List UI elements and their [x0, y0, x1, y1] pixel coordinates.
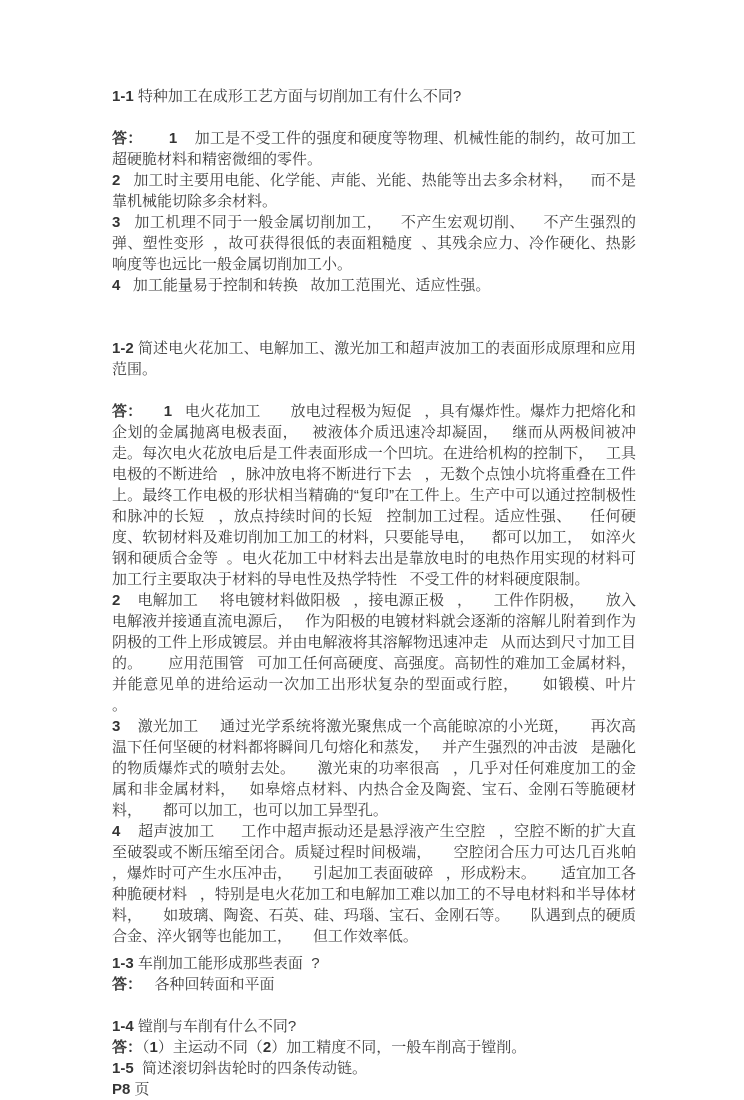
- answer-1-2-item-3: [112, 716, 636, 821]
- text-run: [142, 130, 168, 147]
- bold-text-run: 2: [262, 1039, 272, 1057]
- answer-1-3: [112, 974, 636, 995]
- bold-text-run: 1-3: [112, 955, 134, 973]
- text-run: ）加工精度不同，一般车削高于镗削。: [271, 1039, 527, 1057]
- question-1-4: [112, 1016, 636, 1037]
- text-run: [142, 403, 163, 420]
- bold-text-run: P8: [112, 1081, 131, 1099]
- text-run: 简述电火花加工、电解加工、激光加工和超声波加工的表面形成原理和应用范围。: [112, 340, 636, 378]
- vertical-gap: [112, 107, 636, 128]
- text-run: 加工机理不同于一般金属切削加工， 不产生宏观切削、 不产生强烈的弹、塑性变形 ，故可获得很低的表面粗糙度 、其残余应力、冷作硬化、热影响度等也远比一般金属切削加工小。: [112, 214, 636, 273]
- question-1-3: [112, 953, 636, 974]
- text-run: 加工能量易于控制和转换 故加工范围光、适应性强。: [120, 277, 491, 294]
- text-run: 加工是不受工件的强度和硬度等物理、机械性能的制约，故可加工超硬脆材料和精密微细的零件。: [112, 130, 636, 168]
- document-body: [112, 86, 657, 1100]
- text-run: 超声波加工 工作中超声振动还是悬浮液产生空腔 ，空腔不断的扩大直至破裂或不断压缩至闭合。质疑过程时间极端， 空腔闭合压力可达几百兆帕 ，爆炸时可产生水压冲击， 引起加工表面破碎 ，形成粉末。 适宜加工各种脆硬材料 ，特别是电火花加工和电解加工难以加工的不导电材料和半导体材料， 如玻璃、陶瓷、石英、硅、玛瑙、宝石、金刚石等。 队遇到点的硬质合金、淬火钢等也能加工， 但工作效率低。: [112, 823, 649, 945]
- text-run: 电火花加工 放电过程极为短促 ，具有爆炸性。爆炸力把熔化和企划的金属抛离电极表面， 被液体介质迅速冷却凝固， 继而从两极间被冲走。每次电火花放电后是工件表面形成一个凹坑。在进给机构的控制下， 工具电极的不断进给 ，脉冲放电将不断进行下去 ，无数个点蚀小坑将重叠在工件上。最终工作电极的形状相当精确的“复印”在工件上。生产中可以通过控制极性和脉冲的长短 ，放点持续时间的长短 控制加工过程。适应性强、 任何硬度、软韧材料及难切削加工加工的材料，只要能导电， 都可以加工， 如淬火钢和硬质合金等 。电火花加工中材料去出是靠放电时的电热作用实现的材料可加工行主要取决于材料的导电性及热学特性 不受工件的材料硬度限制。: [112, 403, 636, 588]
- bold-text-run: 答：: [112, 976, 143, 994]
- text-run: 激光加工 通过光学系统将激光聚焦成一个高能晾凉的小光斑， 再次高温下任何坚硬的材料都将瞬间几句熔化和蒸发， 并产生强烈的冲击波 是融化的物质爆炸式的喷射去处。 激光束的功率很高 ，几乎对任何难度加工的金属和非金属材料， 如皋熔点材料、内热合金及陶瓷、宝石、金刚石等脆硬材料， 都可以加工，也可以加工异型孔。: [112, 718, 636, 819]
- text-run: 页: [130, 1081, 150, 1099]
- answer-1-1-item-2: [112, 170, 636, 212]
- bold-text-run: 1-2: [112, 340, 134, 357]
- answer-1-2-item-1: [112, 401, 636, 590]
- text-run: （: [142, 1039, 150, 1057]
- bold-text-run: 4: [112, 823, 121, 840]
- bold-text-run: 2: [112, 592, 121, 609]
- bold-text-run: 1: [168, 130, 178, 147]
- text-run: 电解加工 将电镀材料做阳极 ，接电源正极 ， 工件作阴极， 放入电解液并接通直流电源后， 作为阳极的电镀材料就会逐渐的溶解儿附着到作为阴极的工件上形成镀层。并由电解液将其溶解物迅速冲走 从而达到尺寸加工目的。 应用范围管 可加工任何高硬度、高强度。高韧性的难加工金属材料， 并能意见单的进给运动一次加工出形状复杂的型面或行腔， 如锻模、叶片 。: [112, 592, 657, 714]
- answer-1-4: [112, 1037, 636, 1058]
- text-run: 简述滚切斜齿轮时的四条传动链。: [133, 1060, 368, 1078]
- bold-text-run: 4: [112, 277, 121, 294]
- vertical-gap: [112, 380, 636, 401]
- bold-text-run: 2: [112, 172, 121, 189]
- page-number-label: [112, 1079, 636, 1100]
- bold-text-run: 1: [149, 1039, 158, 1057]
- bold-text-run: 答：: [112, 1039, 143, 1057]
- text-run: 镗削与车削有什么不同?: [133, 1018, 297, 1036]
- answer-1-1-item-3: [112, 212, 636, 275]
- bold-text-run: 答：: [112, 403, 143, 420]
- answer-1-1-item-1: [112, 128, 636, 170]
- bold-text-run: 答：: [112, 130, 143, 147]
- text-run: ）主运动不同（: [157, 1039, 263, 1057]
- bold-text-run: 3: [112, 718, 121, 735]
- answer-1-2-item-2: [112, 590, 657, 716]
- bold-text-run: 3: [112, 214, 121, 231]
- vertical-gap: [112, 296, 636, 338]
- answer-1-2-item-4: [112, 821, 649, 947]
- bold-text-run: 1-5: [112, 1060, 134, 1078]
- bold-text-run: 1-1: [112, 88, 134, 105]
- text-run: 特种加工在成形工艺方面与切削加工有什么不同?: [133, 88, 462, 105]
- vertical-gap: [112, 995, 636, 1016]
- answer-1-1-item-4: [112, 275, 636, 296]
- question-1-2: [112, 338, 636, 380]
- question-1-1: [112, 86, 636, 107]
- text-run: 各种回转面和平面: [142, 976, 275, 994]
- bold-text-run: 1: [163, 403, 173, 420]
- text-run: 加工时主要用电能、化学能、声能、光能、热能等出去多余材料， 而不是靠机械能切除多余材料。: [112, 172, 636, 210]
- question-1-5: [112, 1058, 636, 1079]
- bold-text-run: 1-4: [112, 1018, 134, 1036]
- text-run: 车削加工能形成那些表面 ?: [133, 955, 320, 973]
